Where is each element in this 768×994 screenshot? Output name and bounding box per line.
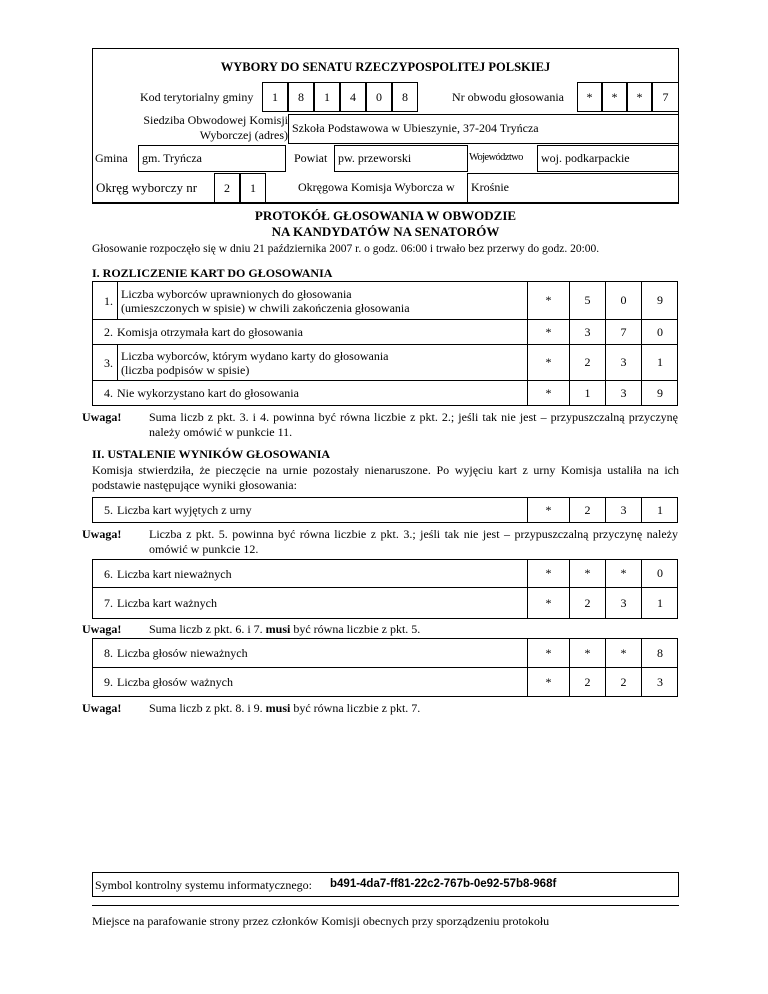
row3-digit: * [527, 345, 569, 380]
row1-digit: 0 [605, 282, 641, 319]
row6-digit: 0 [641, 560, 678, 587]
note-label: Uwaga! [82, 622, 122, 636]
note-text-pre: Suma liczb z pkt. 8. i 9. [149, 701, 263, 715]
row9-digit: 3 [641, 668, 678, 696]
row-label-line2: (liczba podpisów w spisie) [121, 362, 250, 377]
kod-digit: 0 [366, 82, 392, 112]
powiat-value: pw. przeworski [338, 151, 412, 165]
note-text: Liczba z pkt. 5. powinna być równa liczbie z pkt. 3.; jeśli tak nie jest – przypuszczalną przyczynę należy omówić w punkcie 12. [149, 527, 678, 556]
note-text-pre: Suma liczb z pkt. 6. i 7. [149, 622, 263, 636]
row6-digit: * [569, 560, 605, 587]
row8-digit: * [527, 639, 569, 667]
row6-digit: * [605, 560, 641, 587]
row2-digit: 3 [569, 320, 605, 344]
okreg-label: Okręg wyborczy nr [96, 180, 198, 195]
row7-digit: 1 [641, 588, 678, 618]
nr-obwodu-digit: * [602, 82, 627, 112]
row8-digit: * [569, 639, 605, 667]
kod-digit: 4 [340, 82, 366, 112]
row-number: 8. [104, 646, 113, 660]
row-label-line2: (umieszczonych w spisie) w chwili zakończenia głosowania [121, 300, 410, 315]
note-label: Uwaga! [82, 701, 122, 715]
row-label: Liczba kart ważnych [117, 596, 217, 610]
powiat-label: Powiat [294, 151, 328, 165]
kod-digit: 8 [392, 82, 418, 112]
row-number: 5. [104, 503, 113, 517]
row1-digit: 9 [641, 282, 678, 319]
gmina-label: Gmina [95, 151, 128, 165]
symbol-value: b491-4da7-ff81-22c2-767b-0e92-57b8-968f [330, 878, 557, 890]
row-number: 3. [104, 355, 113, 370]
row-label [117, 282, 410, 319]
note-text-post: być równa liczbie z pkt. 7. [293, 701, 421, 715]
row-label: Liczba głosów ważnych [117, 675, 233, 689]
row9-digit: 2 [605, 668, 641, 696]
row4-digit: * [527, 381, 569, 405]
row6-digit: * [527, 560, 569, 587]
row-label: Liczba kart nieważnych [117, 566, 232, 581]
row2-digit: * [527, 320, 569, 344]
row2-digit: 0 [641, 320, 678, 344]
row-label-line1: Liczba wyborców uprawnionych do głosowania [121, 286, 352, 301]
election-title: WYBORY DO SENATU RZECZYPOSPOLITEJ POLSKIEJ [220, 60, 551, 74]
kod-digit: 8 [288, 82, 314, 112]
protocol-intro: Głosowanie rozpoczęło się w dniu 21 października 2007 r. o godz. 06:00 i trwało bez przerwy do godz. 20:00. [92, 243, 600, 255]
wojewodztwo-value: woj. podkarpackie [541, 151, 630, 165]
row-number: 4. [104, 386, 113, 400]
row5-digit: 2 [569, 498, 605, 522]
row3-digit: 2 [569, 345, 605, 380]
row7-digit: * [527, 588, 569, 618]
parafowanie-text: Miejsce na parafowanie strony przez członków Komisji obecnych przy sporządzeniu protokołu [92, 914, 550, 928]
nr-obwodu-digit: 7 [652, 82, 679, 112]
footer-rule [92, 905, 679, 906]
note-label: Uwaga! [82, 410, 122, 424]
row-label [117, 345, 389, 380]
row8-digit: * [605, 639, 641, 667]
row5-digit: 3 [605, 498, 641, 522]
wojewodztwo-label: Województwo [469, 152, 523, 163]
note-text-post: być równa liczbie z pkt. 5. [293, 622, 421, 636]
gmina-value: gm. Tryńcza [142, 151, 202, 165]
row9-digit: 2 [569, 668, 605, 696]
siedziba-label-line1: Siedziba Obwodowej Komisji [143, 113, 288, 127]
note-text-bold: musi [265, 701, 291, 715]
row7-digit: 3 [605, 588, 641, 618]
row7-digit: 2 [569, 588, 605, 618]
row-label: Liczba kart wyjętych z urny [117, 503, 252, 517]
okregowa-value: Krośnie [471, 180, 509, 194]
kod-digit: 1 [314, 82, 340, 112]
row-label-line1: Liczba wyborców, którym wydano karty do głosowania [121, 348, 389, 363]
row-number: 7. [104, 596, 113, 610]
row-label: Komisja otrzymała kart do głosowania [117, 325, 303, 339]
row8-digit: 8 [641, 639, 678, 667]
row2-digit: 7 [605, 320, 641, 344]
header-divider [92, 203, 679, 204]
siedziba-value: Szkoła Podstawowa w Ubieszynie, 37-204 Tryńcza [292, 121, 539, 135]
okreg-digit: 2 [214, 173, 240, 203]
nr-obwodu-digit: * [627, 82, 652, 112]
siedziba-label [92, 113, 288, 143]
symbol-label: Symbol kontrolny systemu informatycznego: [95, 878, 312, 892]
note-text: Suma liczb z pkt. 3. i 4. powinna być równa liczbie z pkt. 2.; jeśli tak nie jest – przypuszczalną przyczynę należy omówić w punkcie 11. [149, 410, 678, 439]
note-label: Uwaga! [82, 527, 122, 541]
kod-digit: 1 [262, 82, 288, 112]
row1-digit: 5 [569, 282, 605, 319]
protocol-title-line1: PROTOKÓŁ GŁOSOWANIA W OBWODZIE [254, 208, 517, 223]
row5-digit: * [527, 498, 569, 522]
row4-digit: 1 [569, 381, 605, 405]
siedziba-label-line2: Wyborczej (adres) [199, 128, 288, 142]
section1-note [82, 410, 678, 440]
okreg-digit: 1 [240, 173, 266, 203]
row1-digit: * [527, 282, 569, 319]
section2-note-9 [82, 701, 678, 716]
row-number: 2. [104, 325, 113, 339]
row-label: Nie wykorzystano kart do głosowania [117, 386, 299, 400]
nr-obwodu-label: Nr obwodu głosowania [452, 90, 564, 104]
row-number: 1. [104, 293, 113, 308]
row4-digit: 3 [605, 381, 641, 405]
section2-note-7 [82, 622, 678, 637]
row3-digit: 3 [605, 345, 641, 380]
row9-digit: * [527, 668, 569, 696]
note-text [82, 701, 678, 716]
row5-digit: 1 [641, 498, 678, 522]
section1-heading: I. ROZLICZENIE KART DO GŁOSOWANIA [92, 266, 333, 280]
section2-heading: II. USTALENIE WYNIKÓW GŁOSOWANIA [92, 447, 331, 461]
note-text [82, 622, 678, 637]
nr-obwodu-digit: * [577, 82, 602, 112]
row4-digit: 9 [641, 381, 678, 405]
okregowa-label: Okręgowa Komisja Wyborcza w [298, 180, 455, 194]
kod-label: Kod terytorialny gminy [140, 90, 254, 104]
row3-digit: 1 [641, 345, 678, 380]
row-number: 9. [104, 675, 113, 689]
row-label: Liczba głosów nieważnych [117, 646, 248, 660]
row-number: 6. [104, 566, 113, 581]
protocol-title-line2: NA KANDYDATÓW NA SENATORÓW [271, 224, 500, 239]
note-text-bold: musi [265, 622, 291, 636]
section2-intro: Komisja stwierdziła, że pieczęcie na urnie pozostały nienaruszone. Po wyjęciu kart z urny Komisja ustaliła na ich podstawie następujące wyniki głosowania: [92, 463, 679, 492]
section2-note-5 [82, 527, 678, 557]
